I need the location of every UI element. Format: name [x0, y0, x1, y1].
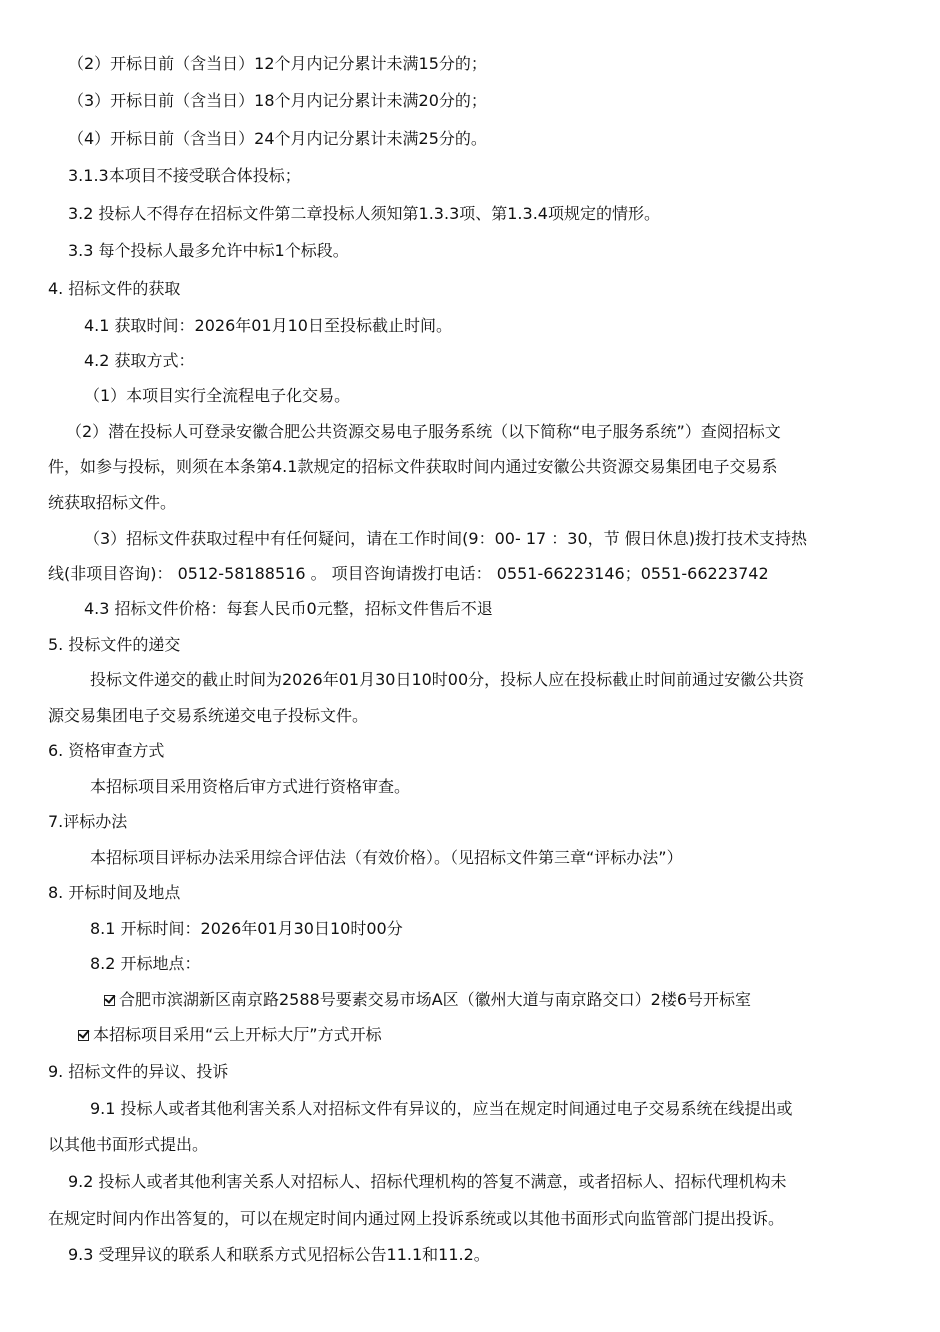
- text-line: （4）开标日前（含当日）24个月内记分累计未满25分的。: [68, 129, 487, 148]
- checked-checkbox-icon[interactable]: [78, 1030, 89, 1041]
- text-line: （2）开标日前（含当日）12个月内记分累计未满15分的；: [68, 54, 487, 73]
- text-line: （3）开标日前（含当日）18个月内记分累计未满20分的；: [68, 91, 487, 110]
- text-line: 9.3 受理异议的联系人和联系方式见招标公告11.1和11.2。: [68, 1245, 490, 1264]
- text-line: （1）本项目实行全流程电子化交易。: [84, 386, 351, 405]
- text-line: 3.1.3本项目不接受联合体投标；: [68, 166, 301, 185]
- text-line: 以其他书面形式提出。: [48, 1135, 209, 1154]
- venue-text: 合肥市滨湖新区南京路2588号要素交易市场A区（徽州大道与南京路交口）2楼6号开标室: [119, 990, 752, 1009]
- text-line: 8.1 开标时间：2026年01月30日10时00分: [90, 919, 403, 938]
- text-line: 3.3 每个投标人最多允许中标1个标段。: [68, 241, 349, 260]
- text-line: 4.1 获取时间：2026年01月10日至投标截止时间。: [84, 316, 452, 335]
- section-heading: 7.评标办法: [48, 812, 128, 831]
- text-line: 在规定时间内作出答复的，可以在规定时间内通过网上投诉系统或以其他书面形式向监管部门提出投诉。: [48, 1209, 785, 1228]
- text-line: 统获取招标文件。: [48, 493, 177, 512]
- cloud-hall-text: 本招标项目采用“云上开标大厅”方式开标: [93, 1025, 382, 1044]
- section-heading: 8. 开标时间及地点: [48, 883, 181, 902]
- section-heading: 9. 招标文件的异议、投诉: [48, 1062, 229, 1081]
- text-line: 本招标项目采用资格后审方式进行资格审查。: [90, 777, 411, 796]
- text-line: （2）潜在投标人可登录安徽合肥公共资源交易电子服务系统（以下简称“电子服务系统”）查阅招标文: [66, 422, 781, 441]
- text-line: 9.2 投标人或者其他利害关系人对招标人、招标代理机构的答复不满意，或者招标人、招标代理机构未: [68, 1172, 787, 1191]
- text-line: 本招标项目评标办法采用综合评估法（有效价格）。（见招标文件第三章“评标办法”）: [90, 848, 683, 867]
- checked-checkbox-icon[interactable]: [104, 995, 115, 1006]
- section-heading: 5. 投标文件的递交: [48, 635, 181, 654]
- text-line: 源交易集团电子交易系统递交电子投标文件。: [48, 706, 369, 725]
- text-line: 8.2 开标地点：: [90, 954, 201, 973]
- text-line: 线(非项目咨询)： 0512-58188516 。 项目咨询请拨打电话： 0551-66223146；0551-66223742: [48, 564, 769, 583]
- text-line: 投标文件递交的截止时间为2026年01月30日10时00分，投标人应在投标截止时间前通过安徽公共资: [90, 670, 805, 689]
- text-line: 9.1 投标人或者其他利害关系人对招标文件有异议的，应当在规定时间通过电子交易系统在线提出或: [90, 1099, 793, 1118]
- text-line: 3.2 投标人不得存在招标文件第二章投标人须知第1.3.3项、第1.3.4项规定的情形。: [68, 204, 660, 223]
- checkbox-row-venue: [104, 988, 751, 1012]
- section-heading: 4. 招标文件的获取: [48, 279, 181, 298]
- checkbox-row-cloud-hall: [78, 1023, 382, 1047]
- section-heading: 6. 资格审查方式: [48, 741, 165, 760]
- text-line: （3）招标文件获取过程中有任何疑问，请在工作时间(9：00- 17 ：30，节 假日休息)拨打技术支持热: [84, 529, 807, 548]
- text-line: 4.2 获取方式：: [84, 351, 195, 370]
- text-line: 4.3 招标文件价格：每套人民币0元整，招标文件售后不退: [84, 599, 493, 618]
- text-line: 件，如参与投标，则须在本条第4.1款规定的招标文件获取时间内通过安徽公共资源交易集团电子交易系: [48, 457, 778, 476]
